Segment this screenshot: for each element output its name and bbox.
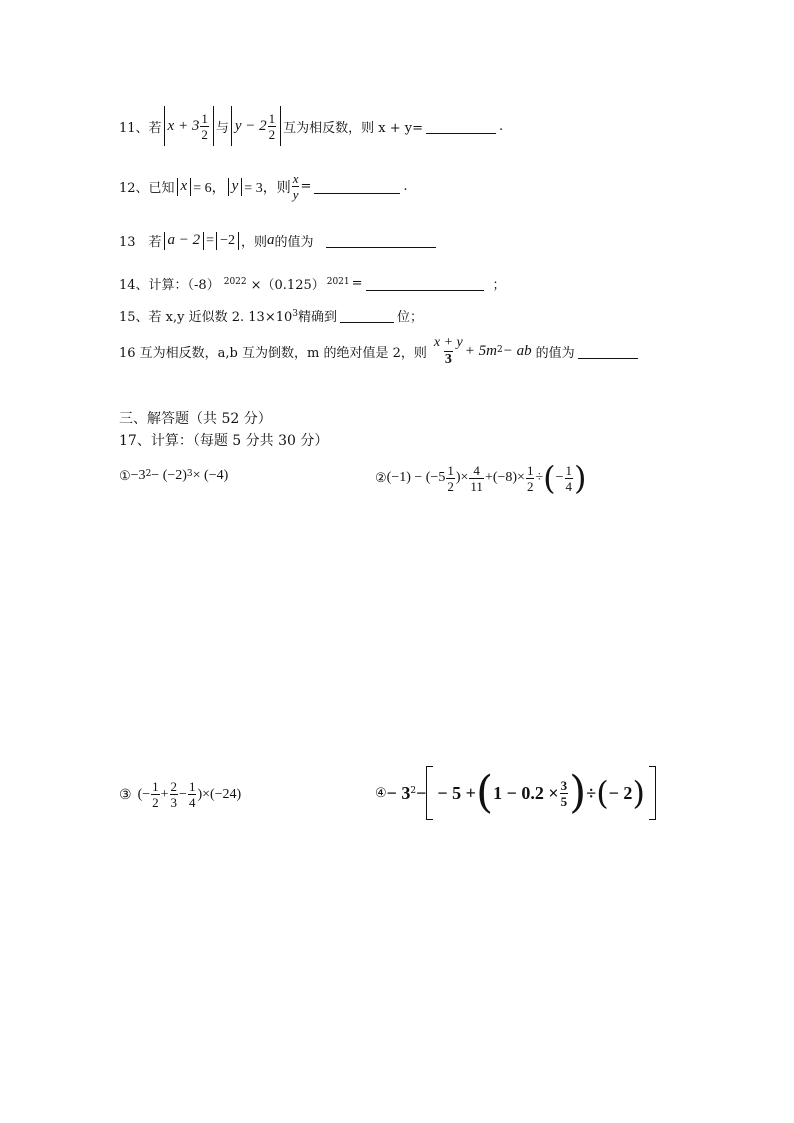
p4-t2: −	[416, 782, 427, 803]
q12-eq3: =	[300, 179, 312, 194]
q13-abs-2: −2	[216, 232, 239, 250]
q11-end: .	[498, 118, 504, 134]
p4-frac-den: 5	[560, 793, 568, 809]
q15-end: 位；	[397, 310, 424, 325]
p1-t1: −3	[130, 468, 146, 483]
question-13	[119, 231, 439, 250]
q12-abs-x: x	[177, 178, 192, 196]
p2-paren-open: (	[543, 459, 556, 497]
p3-t2: +	[160, 786, 169, 802]
p4-t5: ÷	[586, 782, 597, 803]
question-15: 15、若 x,y 近似数 2. 13×10 $^3$ 精确到 位；	[119, 306, 423, 325]
q16-frac-num: x + y	[433, 335, 463, 350]
q14-eq: =	[351, 276, 363, 291]
q13-eq: =	[206, 232, 215, 248]
p4-paren2-close: )	[632, 774, 645, 812]
q13-tail2: 的值为	[274, 235, 314, 250]
p3-frac-1	[151, 780, 160, 809]
q11-mixed-fraction-2	[268, 112, 277, 141]
q11-mixed-fraction-1	[200, 112, 209, 141]
p2-mark: ②	[375, 470, 387, 486]
question-14: 14、计算：（-8） $^{2022}$ ×（0.125） $^{2021}$ = ；	[119, 276, 506, 293]
q13-label: 13 若	[119, 235, 162, 250]
q11-abs-2	[231, 106, 281, 146]
problem-4: ④ − 3 $^2$ − − 5 + ( 1 − 0.2 × $\frac{3}{5}$ ) ÷ ( − 2 )	[375, 766, 656, 820]
q13-abs-1: a − 2	[164, 232, 205, 250]
p4-mark: ④	[375, 785, 387, 801]
q15-text: 15、若 x,y 近似数 2. 13×10	[119, 310, 293, 325]
q12-end: .	[403, 179, 408, 194]
q12-eq2: = 3，则	[244, 180, 291, 196]
p4-t4: 1 − 0.2 ×	[493, 782, 559, 803]
q14-answer-blank[interactable]	[366, 276, 484, 291]
p2-frac-2	[469, 464, 484, 493]
p2-t1: (−1) − (−5	[386, 470, 446, 485]
q11-abs-1	[164, 106, 214, 146]
p2-t5: −	[555, 470, 564, 485]
p4-fraction	[560, 779, 569, 808]
q12-eq1: = 6，	[193, 180, 226, 196]
q11-abs2-expr: y − 2	[234, 117, 267, 134]
q14-end: ；	[492, 278, 506, 293]
p4-t3: − 5 +	[437, 782, 476, 803]
p3-t3: −	[179, 786, 187, 802]
q15-mid: 精确到	[298, 310, 338, 325]
question-12	[119, 172, 408, 201]
q11-frac2-num: 1	[268, 110, 276, 126]
p2-f4-num: 1	[565, 462, 573, 478]
q12-answer-blank[interactable]	[314, 179, 400, 194]
q12-abs-y: y	[228, 178, 243, 196]
p3-frac-2	[170, 780, 179, 809]
p3-mark: ③	[119, 786, 132, 803]
p2-f2-den: 11	[470, 478, 483, 494]
p2-t4: ÷	[535, 470, 544, 485]
p2-f4-den: 4	[565, 478, 573, 494]
q12-fraction	[292, 172, 300, 201]
p2-frac-4	[565, 464, 574, 493]
p4-paren-close: )	[569, 767, 587, 818]
question-16: 16 互为相反数，a,b 互为倒数，m 的绝对值是 2，则 $\frac{x + y}{3}$ + 5m $^2$ − ab 的值为	[119, 336, 641, 367]
p3-f1-den: 2	[152, 795, 159, 810]
q16-text: 16 互为相反数，a,b 互为倒数，m 的绝对值是 2，则	[119, 346, 427, 361]
p1-mark: ①	[119, 468, 131, 484]
q13-tail1: ，则	[240, 235, 267, 250]
p3-f2-den: 3	[170, 795, 178, 810]
p4-paren-open: (	[475, 767, 494, 818]
q16-frac-den: 3	[444, 352, 452, 367]
q11-frac2-den: 2	[268, 126, 276, 142]
p3-f3-den: 4	[188, 795, 196, 810]
q12-label: 12、已知	[119, 181, 175, 196]
q14-label: 14、计算：（-8）	[119, 278, 220, 293]
q11-label: 11、若	[119, 120, 162, 136]
q11-mid: 与	[215, 120, 229, 136]
p4-paren2-open: (	[596, 774, 609, 812]
p2-f2-num: 4	[473, 462, 480, 478]
q16-fraction	[433, 336, 464, 367]
q14-mid: ×（0.125）	[250, 278, 325, 293]
problem-3	[119, 780, 241, 809]
p4-frac-num: 3	[560, 777, 568, 793]
p2-f1-num: 1	[447, 462, 454, 478]
problem-1: ① −3 $^2$ − (−2) $^3$ × (−4)	[119, 468, 229, 484]
q15-answer-blank[interactable]	[340, 308, 394, 323]
q11-abs1-expr: x + 3	[167, 117, 200, 134]
p3-t1: (−	[137, 786, 151, 802]
p2-paren-close: )	[574, 459, 587, 497]
q16-tail: 的值为	[535, 346, 575, 361]
q12-frac-den: y	[292, 187, 299, 202]
question-11	[119, 106, 503, 146]
p4-t1: − 3	[386, 782, 411, 803]
p2-t2: )×	[455, 470, 469, 485]
p4-bracket-open	[426, 766, 433, 820]
p2-f3-den: 2	[526, 478, 534, 494]
p3-f1-num: 1	[152, 779, 159, 794]
q11-frac1-num: 1	[201, 110, 208, 126]
q12-frac-num: x	[292, 171, 299, 186]
p3-f3-num: 1	[188, 779, 196, 794]
question-17-heading: 17、计算：（每题 5 分共 30 分）	[119, 433, 329, 449]
q16-rest: + 5m	[464, 343, 497, 359]
p2-t3: +(−8)×	[484, 470, 525, 485]
q11-frac1-den: 2	[201, 126, 208, 142]
p2-frac-3	[526, 464, 535, 493]
p2-f1-den: 2	[447, 478, 454, 494]
p4-t6: − 2	[608, 782, 633, 803]
q16-answer-blank[interactable]	[578, 344, 638, 359]
p2-f3-num: 1	[526, 462, 534, 478]
p3-t4: )×(−24)	[197, 786, 242, 802]
problem-2	[375, 459, 587, 497]
p4-bracket-close	[649, 766, 656, 820]
p1-t2: − (−2)	[151, 468, 187, 483]
q11-answer-blank[interactable]	[426, 119, 496, 134]
q11-tail: 互为相反数，则 x + y=	[283, 120, 423, 136]
p3-f2-num: 2	[170, 779, 178, 794]
q13-answer-blank[interactable]	[326, 233, 436, 248]
p3-frac-3	[188, 780, 197, 809]
q13-var: a	[267, 232, 275, 248]
section-3-heading: 三、解答题（共 52 分）	[119, 411, 272, 427]
p2-frac-1	[446, 464, 455, 493]
q16-rest2: − ab	[502, 343, 532, 359]
p1-t3: × (−4)	[192, 468, 229, 483]
